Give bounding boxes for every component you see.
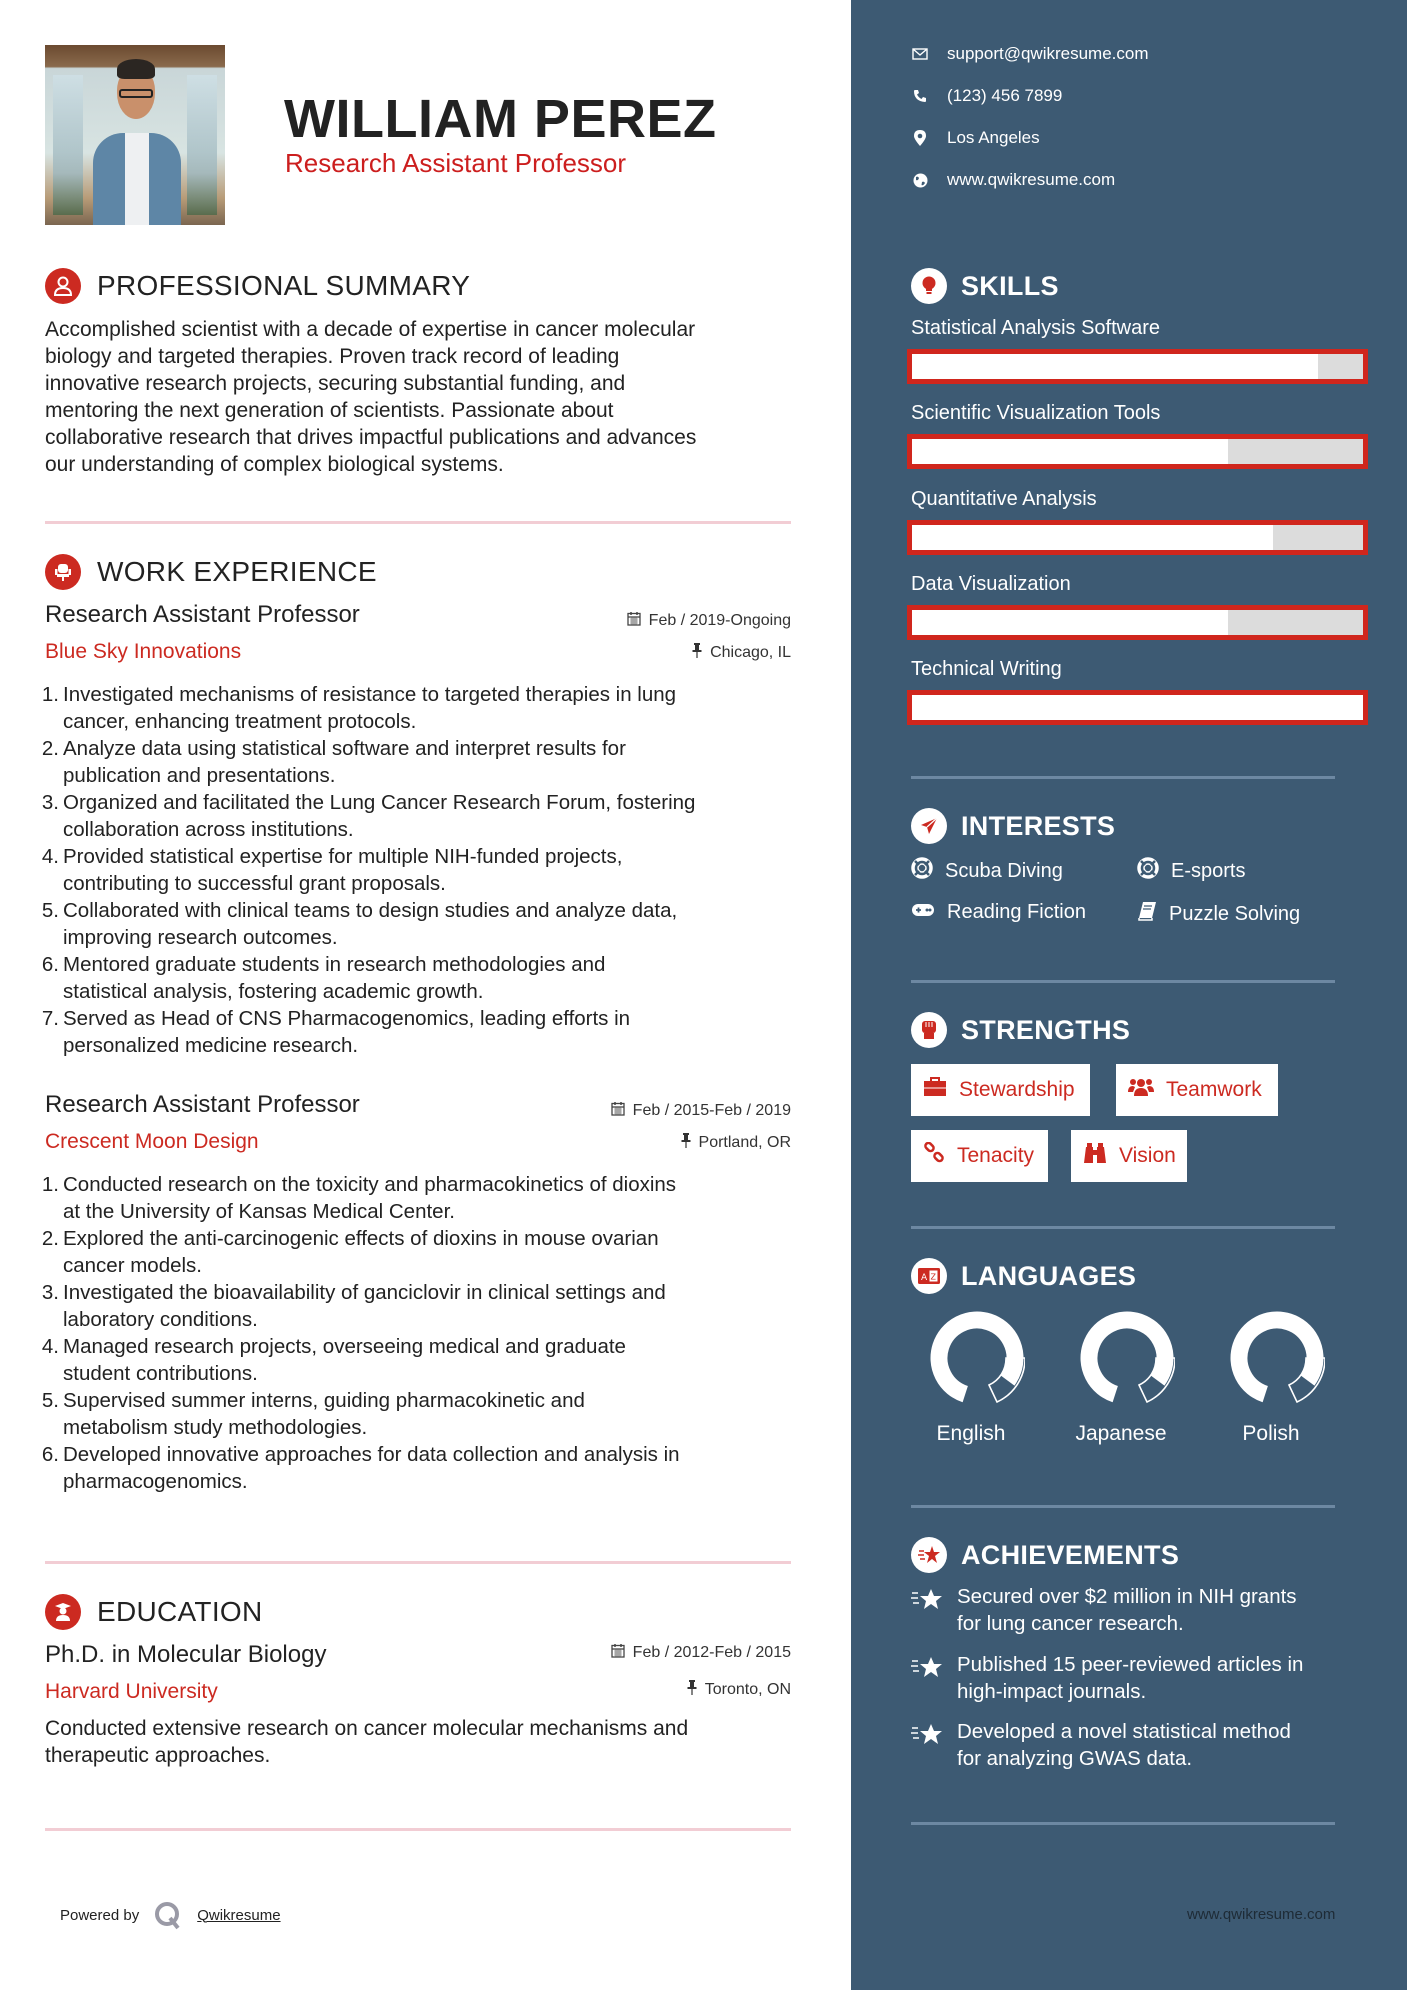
- language-item: Japanese: [1061, 1310, 1181, 1446]
- skill-fill: [912, 354, 1318, 379]
- fist-icon: [911, 1012, 947, 1048]
- contact-website[interactable]: www.qwikresume.com: [911, 170, 1115, 190]
- list-item: 6. Mentored graduate students in research methodologies and statistical analysis, fostering academic growth.: [41, 953, 606, 1003]
- language-donut: [1079, 1310, 1175, 1406]
- list-item: 3. Investigated the bioavailability of ganciclovir in clinical settings and laboratory conditions.: [41, 1281, 666, 1331]
- degree-title: Ph.D. in Molecular Biology: [45, 1641, 327, 1668]
- achievements-heading: [911, 1537, 1179, 1573]
- skill-fill: [912, 695, 1363, 720]
- achievement-item: Secured over $2 million in NIH grants for lung cancer research.: [911, 1583, 1351, 1637]
- skill-bar: [907, 605, 1368, 640]
- experience-heading: [45, 554, 377, 590]
- school-name: Harvard University: [45, 1680, 218, 1703]
- list-item: 3. Organized and facilitated the Lung Cancer Research Forum, fostering collaboration across institutions.: [41, 791, 696, 841]
- job-dates: Feb / 2015-Feb / 2019: [611, 1101, 791, 1121]
- summary-title: PROFESSIONAL SUMMARY: [97, 270, 471, 301]
- skills-heading: [911, 268, 1059, 304]
- shooting-star-icon: [911, 1583, 945, 1637]
- interests-title: INTERESTS: [961, 810, 1116, 841]
- lightbulb-icon: [911, 268, 947, 304]
- user-icon: [45, 268, 81, 304]
- skill-fill: [912, 525, 1273, 550]
- skill-bar: [907, 349, 1368, 384]
- skill-bar: [907, 690, 1368, 725]
- divider: [911, 1226, 1335, 1229]
- shooting-star-icon: [911, 1537, 947, 1573]
- phone-icon: [911, 87, 929, 105]
- job-company: Crescent Moon Design: [45, 1130, 259, 1153]
- skill-name: Scientific Visualization Tools: [911, 402, 1161, 424]
- list-item: 4. Provided statistical expertise for multiple NIH-funded projects, contributing to successful grant proposals.: [41, 845, 623, 895]
- pushpin-icon: [687, 1680, 697, 1700]
- powered-by: Powered by Qwikresume: [60, 1900, 281, 1930]
- profile-photo: [45, 45, 225, 225]
- divider: [911, 1822, 1335, 1825]
- list-item: 5. Supervised summer interns, guiding pharmacokinetic and metabolism study methodologies.: [41, 1389, 585, 1439]
- skill-name: Statistical Analysis Software: [911, 317, 1160, 339]
- shooting-star-icon: [911, 1718, 945, 1772]
- language-item: Polish: [1211, 1310, 1331, 1446]
- job-responsibilities: [38, 1171, 798, 1495]
- summary-text: Accomplished scientist with a decade of expertise in cancer molecular biology and targeted therapies. Proven track record of leading innovative research projects, securing substantial funding, and mentoring the next generation of scientists. Passionate about collaborative research that drives impactful publications and advances our understanding of complex biological systems.: [45, 318, 697, 476]
- contact-phone[interactable]: (123) 456 7899: [911, 86, 1062, 106]
- language-donut: [929, 1310, 1025, 1406]
- skill-bar: [907, 434, 1368, 469]
- job-company: Blue Sky Innovations: [45, 640, 242, 663]
- strength-badge: Vision: [1071, 1130, 1187, 1182]
- translate-icon: [911, 1258, 947, 1294]
- skill-fill: [912, 439, 1228, 464]
- education-description: Conducted extensive research on cancer molecular mechanisms and therapeutic approaches.: [45, 1717, 689, 1767]
- skill-name: Quantitative Analysis: [911, 488, 1097, 510]
- divider: [911, 776, 1335, 779]
- skill-fill: [912, 610, 1228, 635]
- list-item: 6. Developed innovative approaches for data collection and analysis in pharmacogenomics.: [41, 1443, 680, 1493]
- globe-icon: [911, 171, 929, 189]
- job-dates: Feb / 2019-Ongoing: [627, 611, 791, 631]
- binoculars-icon: [1083, 1142, 1107, 1170]
- qwikresume-logo-icon: [153, 1900, 183, 1930]
- list-item: 1. Conducted research on the toxicity and pharmacokinetics of dioxins at the University of Kansas Medical Center.: [41, 1173, 677, 1223]
- candidate-name: WILLIAM PEREZ: [284, 89, 717, 149]
- sidebar: [851, 0, 1407, 1990]
- shooting-star-icon: [911, 1651, 945, 1705]
- pushpin-icon: [692, 643, 702, 663]
- language-donut: [1229, 1310, 1325, 1406]
- strength-badge: Stewardship: [911, 1064, 1090, 1116]
- book-icon: [1137, 901, 1157, 927]
- skill-name: Technical Writing: [911, 658, 1062, 680]
- interest-item: Puzzle Solving: [1137, 901, 1300, 927]
- job-title: Research Assistant Professor: [45, 601, 360, 628]
- language-item: English: [911, 1310, 1031, 1446]
- divider: [45, 1828, 791, 1831]
- skill-name: Data Visualization: [911, 573, 1071, 595]
- divider: [45, 521, 791, 524]
- svg-text:A: A: [921, 1273, 928, 1283]
- languages-heading: [911, 1258, 1136, 1294]
- chair-icon: [45, 554, 81, 590]
- achievements-title: ACHIEVEMENTS: [961, 1539, 1180, 1570]
- life-ring-icon: [911, 857, 933, 885]
- job-location: Portland, OR: [681, 1133, 791, 1153]
- divider: [911, 1505, 1335, 1508]
- paper-plane-icon: [911, 808, 947, 844]
- gamepad-icon: [911, 901, 935, 924]
- interest-item: E-sports: [1137, 857, 1245, 885]
- link-icon: [923, 1142, 945, 1170]
- education-heading: [45, 1594, 263, 1630]
- education-location: Toronto, ON: [687, 1680, 791, 1700]
- list-item: 7. Served as Head of CNS Pharmacogenomics, leading efforts in personalized medicine research.: [41, 1007, 631, 1057]
- job-title: Research Assistant Professor: [45, 1091, 360, 1118]
- divider: [911, 980, 1335, 983]
- languages-title: LANGUAGES: [961, 1260, 1137, 1291]
- experience-title: WORK EXPERIENCE: [97, 556, 377, 587]
- life-ring-icon: [1137, 857, 1159, 885]
- strengths-heading: [911, 1012, 1130, 1048]
- job-location: Chicago, IL: [692, 643, 791, 663]
- footer-website-link[interactable]: www.qwikresume.com: [1187, 1906, 1336, 1923]
- skills-title: SKILLS: [961, 270, 1059, 301]
- briefcase-icon: [923, 1077, 947, 1103]
- interest-item: Reading Fiction: [911, 901, 1086, 924]
- education-title: EDUCATION: [97, 1596, 263, 1627]
- interests-heading: [911, 808, 1115, 844]
- candidate-role: Research Assistant Professor: [285, 148, 627, 178]
- calendar-icon: [611, 1643, 625, 1663]
- svg-text:Z: Z: [930, 1272, 936, 1282]
- graduate-icon: [45, 1594, 81, 1630]
- summary-heading: [45, 268, 470, 304]
- interest-item: Scuba Diving: [911, 857, 1063, 885]
- pushpin-icon: [681, 1133, 691, 1153]
- list-item: 5. Collaborated with clinical teams to design studies and analyze data, improving research outcomes.: [41, 899, 678, 949]
- list-item: 2. Explored the anti-carcinogenic effects of dioxins in mouse ovarian cancer models.: [41, 1227, 659, 1277]
- achievement-item: Developed a novel statistical method for analyzing GWAS data.: [911, 1718, 1351, 1772]
- divider: [45, 1561, 791, 1564]
- education-dates: Feb / 2012-Feb / 2015: [611, 1643, 791, 1663]
- achievement-item: Published 15 peer-reviewed articles in high-impact journals.: [911, 1651, 1351, 1705]
- skill-bar: [907, 520, 1368, 555]
- strength-badge: Tenacity: [911, 1130, 1048, 1182]
- list-item: 4. Managed research projects, overseeing medical and graduate student contributions.: [41, 1335, 626, 1385]
- list-item: 1. Investigated mechanisms of resistance to targeted therapies in lung cancer, enhancing treatment protocols.: [41, 683, 677, 733]
- envelope-icon: [911, 45, 929, 63]
- qwikresume-link[interactable]: Qwikresume: [197, 1906, 281, 1924]
- job-responsibilities: [38, 681, 798, 1059]
- list-item: 2. Analyze data using statistical software and interpret results for publication and presentations.: [41, 737, 626, 787]
- calendar-icon: [611, 1101, 625, 1121]
- contact-location: Los Angeles: [911, 128, 1040, 148]
- strengths-title: STRENGTHS: [961, 1014, 1131, 1045]
- map-marker-icon: [911, 129, 929, 147]
- users-icon: [1128, 1077, 1154, 1103]
- contact-email[interactable]: support@qwikresume.com: [911, 44, 1149, 64]
- calendar-icon: [627, 611, 641, 631]
- strength-badge: Teamwork: [1116, 1064, 1278, 1116]
